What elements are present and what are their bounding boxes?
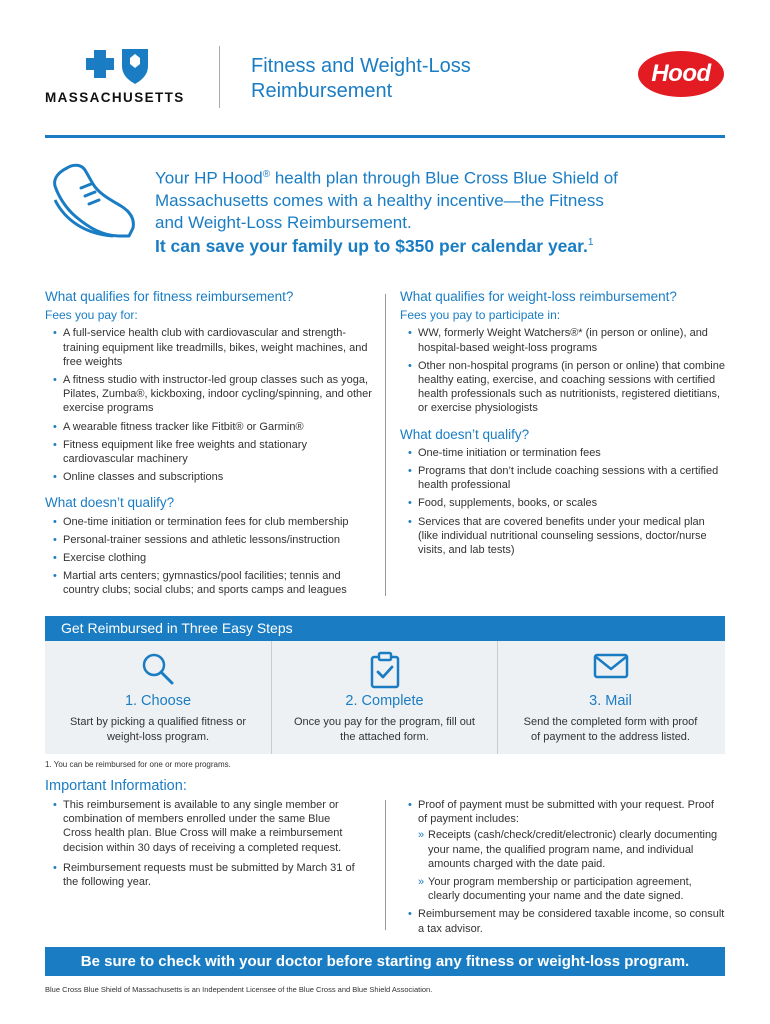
hood-logo-text: Hood	[651, 60, 711, 87]
fitness-heading: What qualifies for fitness reimbursement?	[45, 289, 294, 304]
weightloss-subheading: Fees you pay to participate in:	[400, 308, 561, 323]
footnote: 1. You can be reimbursed for one or more programs.	[45, 760, 231, 769]
page-header	[0, 0, 770, 136]
step-description: Send the completed form with proof of payment to the address listed.	[523, 716, 698, 743]
brand-wordmark: MASSACHUSETTS	[45, 90, 185, 105]
list-item: • Reimbursement requests must be submitted by March 31 of the following year.	[45, 861, 360, 889]
fitness-list	[45, 326, 375, 484]
list-item: • Fitness equipment like free weights and stationary cardiovascular machinery	[45, 438, 375, 466]
header-divider	[219, 46, 220, 108]
header-rule	[45, 135, 725, 138]
list-item: • Online classes and subscriptions	[45, 470, 375, 484]
list-item: • Exercise clothing	[45, 551, 375, 565]
list-item: • One-time initiation or termination fees	[400, 446, 725, 460]
step-complete	[271, 641, 497, 754]
doctor-banner: Be sure to check with your doctor before starting any fitness or weight-loss program.	[45, 947, 725, 976]
steps-heading: Get Reimbursed in Three Easy Steps	[45, 616, 725, 641]
list-item: • Food, supplements, books, or scales	[400, 496, 725, 510]
envelope-icon	[592, 651, 630, 681]
list-item: • A wearable fitness tracker like Fitbit® or Garmin®	[45, 420, 375, 434]
search-icon	[140, 651, 176, 687]
steps-panel	[45, 641, 725, 754]
step-mail	[497, 641, 723, 754]
fitness-not-list	[45, 515, 375, 598]
intro-section	[45, 150, 725, 280]
list-item: • Reimbursement may be considered taxable income, so consult a tax advisor.	[400, 907, 725, 935]
step-title: 1. Choose	[124, 693, 192, 709]
cross-shield-icon	[82, 46, 154, 86]
clipboard-check-icon	[368, 651, 402, 689]
step-choose	[45, 641, 271, 754]
title-line-2: Reimbursement	[251, 80, 393, 102]
proof-item: » Your program membership or participation agreement, clearly documenting your name and the date signed.	[418, 875, 725, 903]
proof-item: » Receipts (cash/check/credit/electronic) clearly documenting your name, the qualified program name, and individual amounts charged with the date paid.	[418, 828, 725, 871]
bcbs-logo	[45, 46, 190, 105]
sneaker-icon	[45, 160, 140, 250]
important-heading: Important Information:	[45, 778, 187, 794]
fitness-subheading: Fees you pay for:	[45, 308, 138, 323]
step-title: 3. Mail	[589, 693, 632, 709]
column-divider	[385, 800, 386, 930]
weightloss-column	[400, 290, 725, 561]
title-line-1: Fitness and Weight-Loss	[251, 55, 471, 77]
list-item: • Other non-hospital programs (in person or online) that combine healthy eating, exercise, and coaching sessions with certified health professionals such as nutritionists, registered dietitians, or exercise physiologists	[400, 359, 725, 416]
list-item: • A full-service health club with cardiovascular and strength-training equipment like treadmills, bikes, weight machines, and free weights	[45, 326, 375, 369]
intro-text: Your HP Hood® health plan through Blue Cross Blue Shield of Massachusetts comes with a healthy incentive—the Fitness and Weight-Loss Reimbursement.	[155, 168, 618, 232]
important-left	[45, 798, 360, 893]
list-item: • WW, formerly Weight Watchers®* (in person or online), and hospital-based weight-loss programs	[400, 326, 725, 354]
list-item: • Services that are covered benefits under your medical plan (like individual nutritional counseling sessions, doctor/nurse visits, and lab tests)	[400, 515, 725, 558]
list-item: • Martial arts centers; gymnastics/pool facilities; tennis and country clubs; social clubs; and sports camps and leagues	[45, 569, 375, 597]
list-item: • One-time initiation or termination fees for club membership	[45, 515, 375, 529]
list-item: • Programs that don’t include coaching sessions with a certified health professional	[400, 464, 725, 492]
disclaimer: Blue Cross Blue Shield of Massachusetts is an Independent Licensee of the Blue Cross and Blue Shield Association.	[45, 985, 433, 994]
list-item: • A fitness studio with instructor-led group classes such as yoga, Pilates, Zumba®, kickboxing, indoor cycling/spinning, and other exercise programs	[45, 373, 375, 416]
weightloss-not-list	[400, 446, 725, 557]
step-title: 2. Complete	[345, 693, 424, 709]
page-title	[251, 54, 551, 104]
important-right	[400, 798, 725, 940]
list-item: • Proof of payment must be submitted with your request. Proof of payment includes: » Receipts (cash/check/credit/electronic) clearly documenting your name, the qualified program name, and individual amounts charged with the date paid. » Your program membership or participation agreement, clearly documenting your name and the date signed.	[400, 798, 725, 903]
list-item: • This reimbursement is available to any single member or combination of members enrolled under the same Blue Cross health plan. Blue Cross will make a reimbursement decision within 30 days of receiving a completed request.	[45, 798, 360, 855]
weightloss-heading: What qualifies for weight-loss reimbursement?	[400, 289, 677, 304]
column-divider	[385, 294, 386, 596]
step-description: Once you pay for the program, fill out the attached form.	[294, 716, 475, 743]
fitness-not-heading: What doesn’t qualify?	[45, 495, 175, 511]
list-item: • Personal-trainer sessions and athletic lessons/instruction	[45, 533, 375, 547]
savings-statement: It can save your family up to $350 per calendar year.$^1$	[155, 236, 594, 256]
step-description: Start by picking a qualified fitness or weight-loss program.	[69, 716, 247, 743]
weightloss-list	[400, 326, 725, 415]
fitness-column	[45, 290, 375, 602]
hood-logo	[638, 51, 726, 99]
proof-list	[418, 828, 725, 903]
weightloss-not-heading: What doesn’t qualify?	[400, 426, 530, 442]
